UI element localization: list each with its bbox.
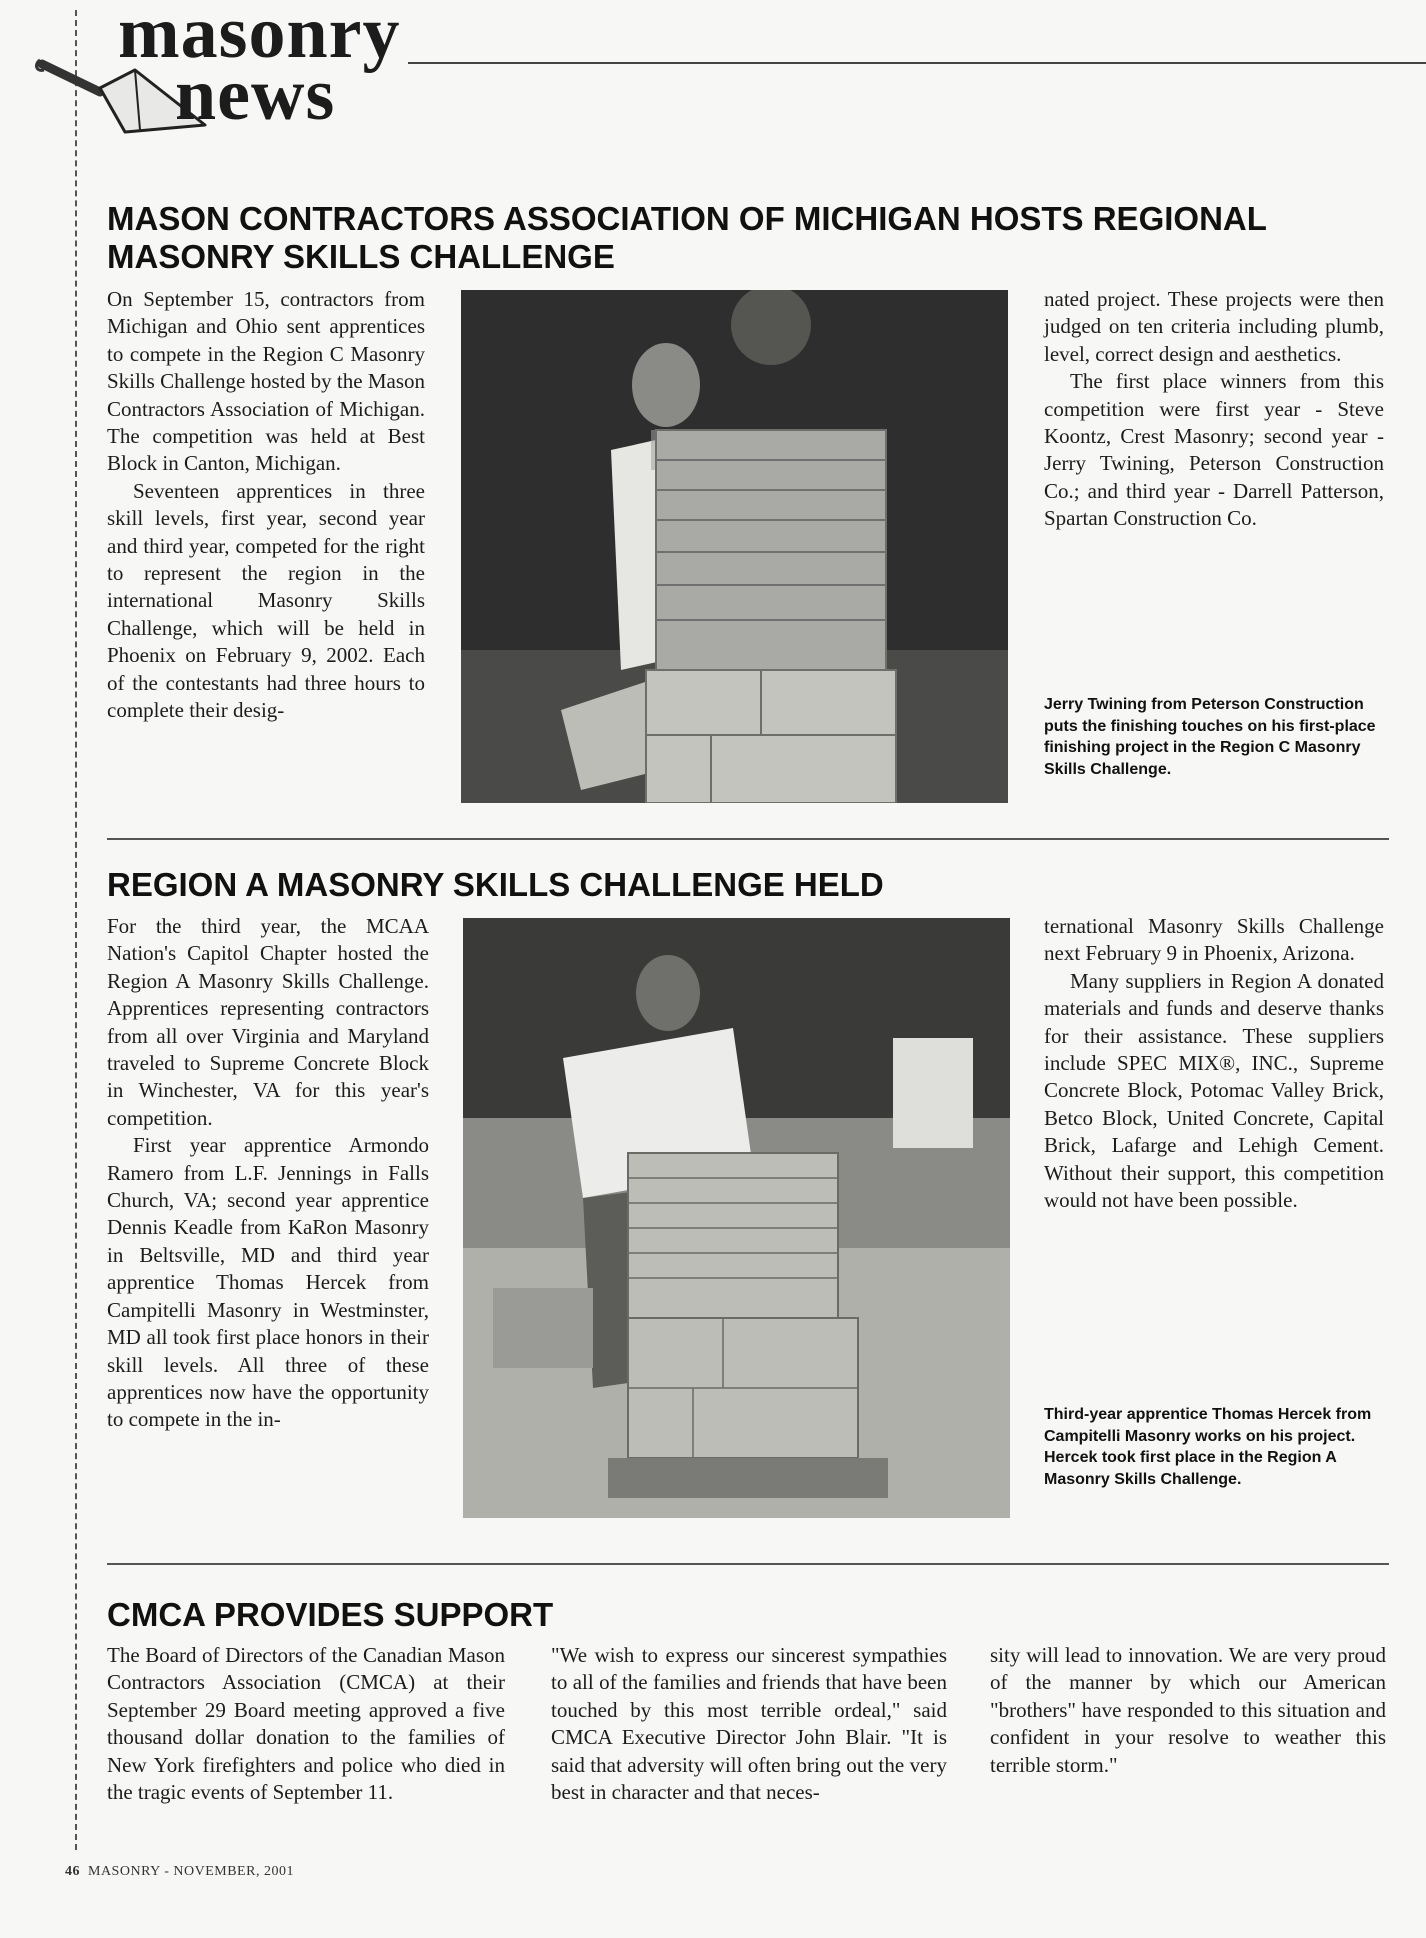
- article3-paragraph: sity will lead to innovation. We are very proud of the manner by which our American "brothers" have responded to this situation and confident in your resolve to weather this terrible storm.": [990, 1643, 1386, 1777]
- article2-column-1: [107, 913, 429, 1434]
- masthead-subtitle: news: [175, 54, 336, 136]
- article1-paragraph: The first place winners from this competition were first year - Steve Koontz, Crest Masonry; second year - Jerry Twining, Peterson Construction Co.; and third year - Darrell Patterson, Spartan Construction Co.: [1044, 369, 1384, 531]
- article3-paragraph: "We wish to express our sincerest sympathies to all of the families and friends that have been touched by this most terrible ordeal," said CMCA Executive Director John Blair. "It is said that adversity will often bring out the very best in character and that neces-: [551, 1643, 947, 1805]
- masthead-rule: [408, 62, 1426, 64]
- article3-column-3: [990, 1642, 1386, 1779]
- article1-headline: MASON CONTRACTORS ASSOCIATION OF MICHIGAN HOSTS REGIONAL MASONRY SKILLS CHALLENGE: [107, 200, 1267, 275]
- article2-photo-caption: Third-year apprentice Thomas Hercek from Campitelli Masonry works on his project. Hercek took first place in the Region A Masonry Skills Challenge.: [1044, 1406, 1372, 1488]
- article2-paragraph: Many suppliers in Region A donated materials and funds and deserve thanks for their assistance. These suppliers include SPEC MIX®, INC., Supreme Concrete Block, Potomac Valley Brick, Betco Block, United Concrete, Capital Brick, Lafarge and Lehigh Cement. Without their support, this competition would not have been possible.: [1044, 968, 1384, 1213]
- article1-photo: [461, 290, 1008, 803]
- article2-column-3: [1044, 913, 1384, 1214]
- page-number: 46: [65, 1864, 80, 1879]
- article3-column-2: [551, 1642, 947, 1806]
- article2-paragraph: ternational Masonry Skills Challenge next February 9 in Phoenix, Arizona.: [1044, 914, 1384, 966]
- article3-paragraph: The Board of Directors of the Canadian Mason Contractors Association (CMCA) at their September 29 Board meeting approved a five thousand dollar donation to the families of New York firefighters and police who died in the tragic events of September 11.: [107, 1643, 505, 1805]
- footer-publication: MASONRY - NOVEMBER, 2001: [88, 1864, 294, 1879]
- article2-photo: [463, 918, 1010, 1518]
- article1-paragraph: On September 15, contractors from Michigan and Ohio sent apprentices to compete in the Region C Masonry Skills Challenge hosted by the Mason Contractors Association of Michigan. The competition was held at Best Block in Canton, Michigan.: [107, 287, 425, 476]
- article2-paragraph: First year apprentice Armondo Ramero from L.F. Jennings in Falls Church, VA; second year apprentice Dennis Keadle from KaRon Masonry in Beltsville, MD and third year apprentice Thomas Hercek from Campitelli Masonry in Westminster, MD all took first place honors in their skill levels. All three of these apprentices now have the opportunity to compete in the in-: [107, 1133, 429, 1432]
- article2-headline: REGION A MASONRY SKILLS CHALLENGE HELD: [107, 866, 884, 903]
- article1-column-1: [107, 286, 425, 725]
- article3-column-1: [107, 1642, 505, 1806]
- section-divider: [107, 838, 1389, 840]
- article1-paragraph: Seventeen apprentices in three skill levels, first year, second year and third year, competed for the right to represent the region in the international Masonry Skills Challenge, which will be held in Phoenix on February 9, 2002. Each of the contestants had three hours to complete their desig-: [107, 478, 425, 723]
- page-footer: [65, 1864, 294, 1880]
- article1-column-3: [1044, 286, 1384, 533]
- article1-photo-caption: Jerry Twining from Peterson Construction puts the finishing touches on his first-place finishing project in the Region C Masonry Skills Challenge.: [1044, 696, 1376, 778]
- section-divider: [107, 1563, 1389, 1565]
- masthead-title: masonry: [118, 0, 401, 74]
- margin-dashed-rule: [75, 10, 77, 1850]
- article1-paragraph: nated project. These projects were then judged on ten criteria including plumb, level, correct design and aesthetics.: [1044, 287, 1384, 366]
- article2-paragraph: For the third year, the MCAA Nation's Capitol Chapter hosted the Region A Masonry Skills Challenge. Apprentices representing contractors from all over Virginia and Maryland traveled to Supreme Concrete Block in Winchester, VA for this year's competition.: [107, 914, 429, 1130]
- article3-headline: CMCA PROVIDES SUPPORT: [107, 1596, 554, 1633]
